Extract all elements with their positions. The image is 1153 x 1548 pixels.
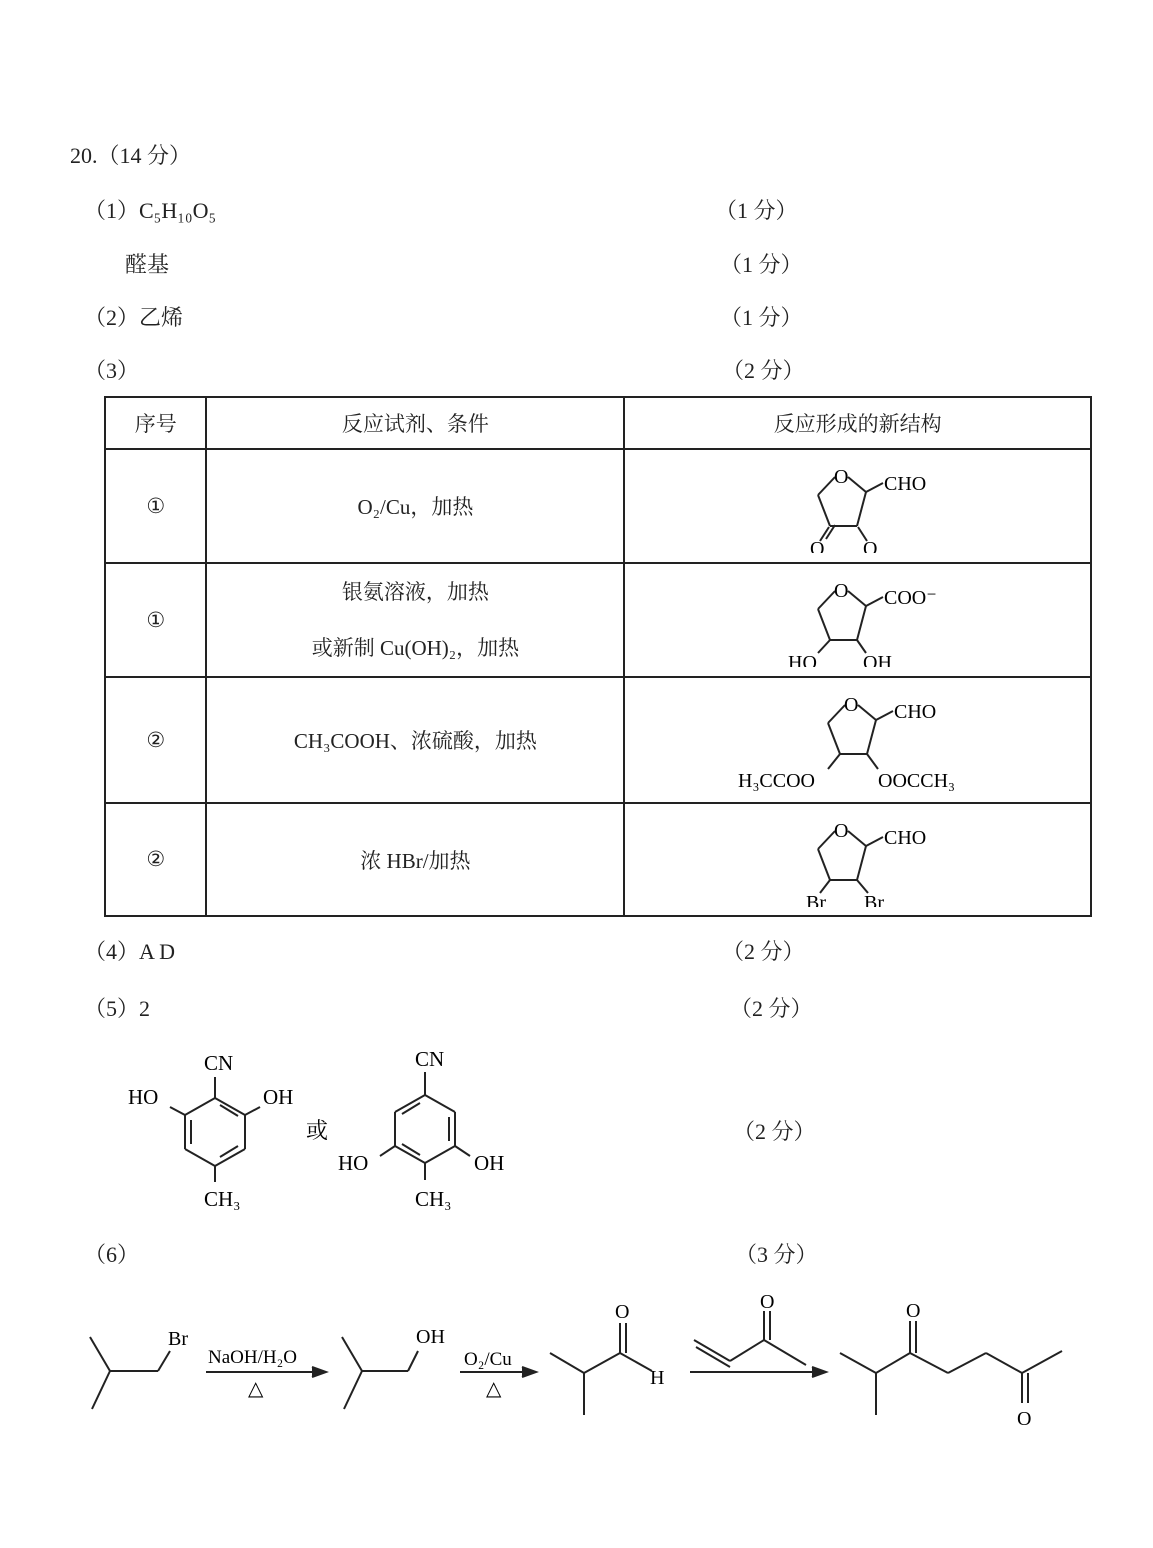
mol1-left: HO xyxy=(128,1085,159,1109)
structure-carboxylate xyxy=(758,567,958,667)
part-1-score: （1 分） xyxy=(715,198,798,223)
row-conditions: 浓 HBr/加热 xyxy=(206,803,624,916)
table-row xyxy=(105,803,1091,916)
table-row xyxy=(105,677,1091,803)
mol2-left: HO xyxy=(338,1151,369,1175)
reagent-o2-cu: O₂/Cu xyxy=(464,1349,512,1370)
right-group: OOCCH₃ xyxy=(877,770,955,792)
reagent-naoh: NaOH/H₂O xyxy=(208,1347,297,1368)
row-conditions xyxy=(206,563,624,677)
aldehyde-hydrogen: H xyxy=(650,1367,665,1389)
part-1b-score: （1 分） xyxy=(720,252,803,277)
part-6-score: （3 分） xyxy=(735,1242,818,1267)
aldehyde-oxygen: O xyxy=(615,1301,630,1323)
row-number: ① xyxy=(105,563,206,677)
molecule-2 xyxy=(380,1072,470,1180)
row-structure xyxy=(624,803,1091,916)
row-number: ① xyxy=(105,449,206,563)
top-group: CHO xyxy=(883,826,926,849)
left-group: HO xyxy=(787,652,817,667)
part-3-score: （2 分） xyxy=(722,358,805,383)
row-structure xyxy=(624,449,1091,563)
mol1-right: OH xyxy=(263,1085,294,1109)
product-oxygen-2: O xyxy=(1017,1408,1032,1430)
header-structure: 反应形成的新结构 xyxy=(624,397,1091,449)
part-6-label: （6） xyxy=(84,1242,140,1267)
mol2-right: OH xyxy=(474,1151,505,1175)
question-number: 20.（14 分） xyxy=(70,143,192,168)
part-5-score: （2 分） xyxy=(730,996,813,1021)
part-5b-score: （2 分） xyxy=(733,1119,816,1144)
part-5-structures xyxy=(110,1040,540,1220)
ring-oxygen: O xyxy=(833,580,849,602)
heat-symbol-2: △ xyxy=(486,1378,502,1400)
mol2-top: CN xyxy=(415,1047,445,1071)
top-group: CHO xyxy=(893,701,936,723)
row-conditions: CH₃COOH、浓硫酸，加热 xyxy=(206,677,624,803)
part-2-answer: （2）乙烯 xyxy=(84,305,184,330)
synthesis-route xyxy=(70,1285,1080,1435)
right-group: OH xyxy=(862,652,892,667)
product-oxygen-1: O xyxy=(906,1300,921,1322)
ring-oxygen: O xyxy=(843,694,859,716)
structure-dibromide xyxy=(758,807,958,907)
mol2-bottom: CH₃ xyxy=(415,1187,452,1211)
right-group: O xyxy=(862,538,878,553)
structure-diacetate xyxy=(728,681,988,793)
part-4-answer: （4）A D xyxy=(84,939,176,964)
table-row xyxy=(105,449,1091,563)
right-group: Br xyxy=(863,891,884,907)
molecule-1 xyxy=(170,1077,260,1182)
structure-diketone xyxy=(758,453,958,553)
ring-oxygen: O xyxy=(833,466,849,488)
mol1-top: CN xyxy=(204,1051,234,1075)
condition-line-1: 银氨溶液，加热 xyxy=(341,580,489,604)
row-number: ② xyxy=(105,803,206,916)
row-structure xyxy=(624,563,1091,677)
heat-symbol-1: △ xyxy=(248,1378,264,1400)
left-group: Br xyxy=(805,891,826,907)
part-1-formula: （1）C₅H₁₀O₅ xyxy=(84,198,217,223)
part-5-answer: （5）2 xyxy=(84,996,151,1021)
hydroxyl-label: OH xyxy=(416,1326,445,1348)
mol1-bottom: CH₃ xyxy=(204,1187,241,1211)
top-group: COO⁻ xyxy=(883,587,937,609)
part-3-label: （3） xyxy=(84,358,140,383)
left-group: O xyxy=(809,538,825,553)
ketone-oxygen: O xyxy=(760,1291,775,1313)
header-number: 序号 xyxy=(105,397,206,449)
top-group: CHO xyxy=(883,473,926,495)
row-number: ② xyxy=(105,677,206,803)
ring-oxygen: O xyxy=(833,819,849,842)
bromine-label: Br xyxy=(168,1328,188,1350)
condition-line-2: 或新制 Cu(OH)₂，加热 xyxy=(311,636,520,660)
table-row xyxy=(105,563,1091,677)
part-2-score: （1 分） xyxy=(720,305,803,330)
header-conditions: 反应试剂、条件 xyxy=(206,397,624,449)
left-group: H₃CCOO xyxy=(737,770,815,792)
or-text: 或 xyxy=(306,1118,329,1143)
row-structure xyxy=(624,677,1091,803)
reaction-table xyxy=(104,396,1092,917)
part-1-group: 醛基 xyxy=(125,252,170,277)
row-conditions: O₂/Cu，加热 xyxy=(206,449,624,563)
part-4-score: （2 分） xyxy=(722,939,805,964)
